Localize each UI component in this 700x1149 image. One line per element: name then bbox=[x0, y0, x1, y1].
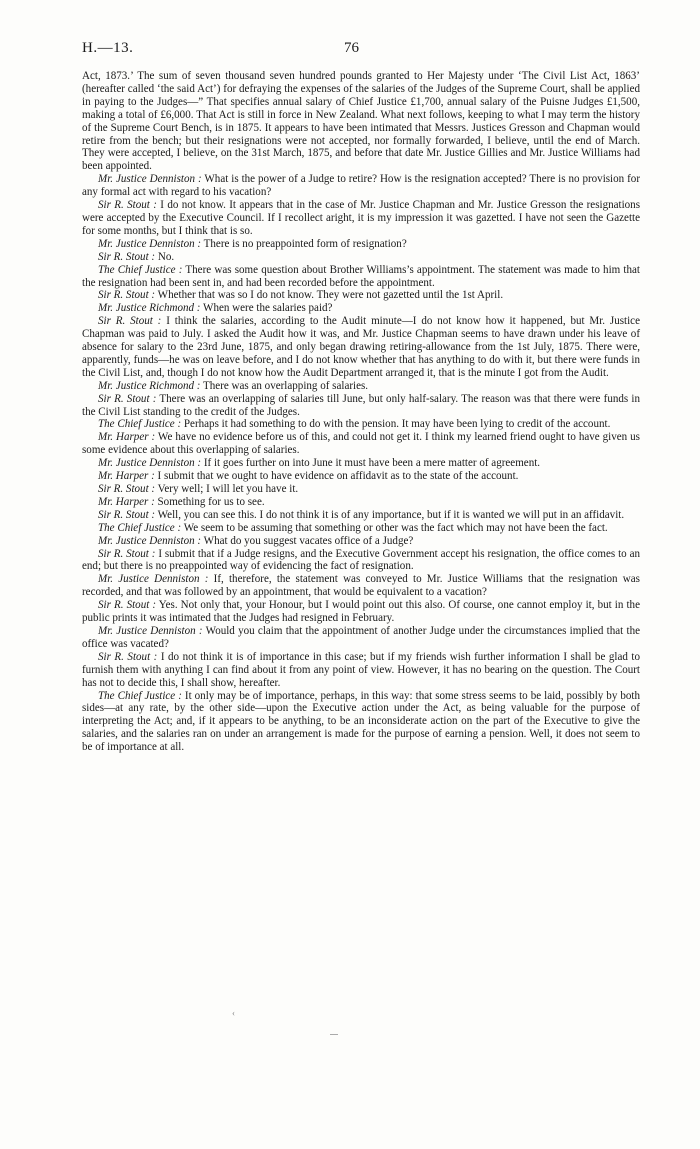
speaker-name: Sir R. Stout : bbox=[98, 483, 156, 495]
paragraph-text: Would you claim that the appointment of another Judge under the circumstances implied that the office was vacated? bbox=[82, 624, 640, 650]
paragraph-text: What is the power of a Judge to retire? How is the resignation accepted? There is no provision for any formal act with regard to his vacation? bbox=[82, 173, 640, 199]
transcript-paragraph bbox=[82, 599, 640, 625]
transcript-paragraph bbox=[82, 251, 640, 264]
transcript-paragraph bbox=[82, 625, 640, 651]
transcript-paragraph bbox=[82, 535, 640, 548]
paragraph-text: It only may be of importance, perhaps, in this way: that some stress seems to be laid, possibly by both sides—at any rate, by the other side—upon the Executive action under the Act, as being valuable for the purpose of interpreting the Act; and, if it appears to be anything, to be an inconsiderate action on the part of the Executive to give the salaries, and the salaries ran on under an arrangement is made for the purpose of earning a pension. Well, it does not seem to be of importance at all. bbox=[82, 689, 641, 754]
stray-dash bbox=[330, 1034, 338, 1035]
transcript-body bbox=[82, 70, 640, 754]
paragraph-text: Whether that was so I do not know. They were not gazetted until the 1st April. bbox=[155, 289, 504, 302]
paragraph-text: There was some question about Brother Williams’s appointment. The statement was made to him that the resignation had been sent in, and had been recorded before the appointment. bbox=[82, 263, 640, 289]
speaker-name: Sir R. Stout : bbox=[98, 650, 158, 663]
speaker-name: The Chief Justice : bbox=[98, 418, 182, 431]
transcript-paragraph bbox=[82, 431, 640, 457]
speaker-name: Mr. Justice Richmond : bbox=[98, 302, 201, 315]
transcript-paragraph bbox=[82, 393, 640, 419]
speaker-name: The Chief Justice : bbox=[98, 689, 182, 702]
speaker-name: Mr. Harper : bbox=[98, 431, 156, 444]
transcript-paragraph bbox=[82, 483, 640, 496]
transcript-paragraph bbox=[82, 690, 640, 755]
speaker-name: The Chief Justice : bbox=[98, 521, 182, 534]
speaker-name: Sir R. Stout : bbox=[98, 289, 156, 302]
speaker-name: Sir R. Stout : bbox=[98, 392, 157, 405]
paragraph-text: If, therefore, the statement was conveyed to Mr. Justice Williams that the resignation was recorded, and that was followed by an appointment, that would be equivalent to a vacation? bbox=[82, 573, 640, 599]
paragraph-text: I submit that if a Judge resigns, and the Executive Government accept his resignation, the office comes to an end; but there is no preappointed way of evidencing the fact of resignation. bbox=[82, 547, 641, 573]
transcript-paragraph bbox=[82, 509, 640, 522]
transcript-paragraph bbox=[82, 289, 640, 302]
paragraph-text: There was an overlapping of salaries. bbox=[200, 379, 369, 392]
paragraph-text: Perhaps it had something to do with the pension. It may have been lying to credit of the account. bbox=[181, 418, 611, 431]
paragraph-text: If it goes further on into June it must have been a mere matter of agreement. bbox=[201, 457, 541, 470]
document-reference: H.—13. bbox=[82, 40, 134, 56]
speaker-name: Mr. Harper : bbox=[98, 470, 155, 483]
paragraph-text: I submit that we ought to have evidence on affidavit as to the state of the account. bbox=[154, 470, 519, 483]
speaker-name: Sir R. Stout : bbox=[98, 250, 156, 263]
speaker-name: Mr. Harper : bbox=[98, 495, 155, 508]
stray-mark: ‹ bbox=[232, 1008, 235, 1018]
speaker-name: The Chief Justice : bbox=[98, 263, 183, 276]
paragraph-text: We seem to be assuming that something or other was the fact which may not have been the fact. bbox=[181, 521, 608, 534]
paragraph-text: I think the salaries, according to the Audit minute—I do not know how it happened, but Mr. Justice Chapman was paid to July. I asked the Audit how it was, and Mr. Justice Chapman seems to have drawn under his leave of absence for salary to the 23rd June, 1875, and only began drawing retiring-allowance from the 1st July, 1875. There were, apparently, funds—he was on leave before, and I do not know whether that has anything to do with it, but there were funds in the Civil List, and, though I do not know how the Audit Department arranged it, that is the minute I got from the Audit. bbox=[82, 315, 640, 379]
transcript-paragraph bbox=[82, 173, 640, 199]
paragraph-text: Very well; I will let you have it. bbox=[155, 483, 299, 495]
paragraph-text: We have no evidence before us of this, and could not get it. I think my learned friend ought to have given us some evidence about this overlapping of salaries. bbox=[82, 431, 640, 457]
speaker-name: Sir R. Stout : bbox=[98, 315, 162, 328]
speaker-name: Mr. Justice Richmond : bbox=[98, 379, 201, 392]
transcript-paragraph bbox=[82, 651, 640, 690]
speaker-name: Sir R. Stout : bbox=[98, 599, 157, 612]
paragraph-text: I do not think it is of importance in this case; but if my friends wish further information I shall be glad to furnish them with anything I can find about it from any point of view. However, it has no bearing on the question. The Court has not to decide this, I shall show, hereafter. bbox=[82, 650, 640, 689]
transcript-paragraph bbox=[82, 573, 640, 599]
transcript-paragraph bbox=[82, 238, 640, 251]
paragraph-text: I do not know. It appears that in the case of Mr. Justice Chapman and Mr. Justice Gresson the resignations were accepted by the Executive Council. If I recollect aright, it is my impression it was gazetted. I have not seen the Gazette for some months, but I think that is so. bbox=[82, 199, 641, 237]
transcript-paragraph bbox=[82, 496, 640, 509]
transcript-paragraph bbox=[82, 315, 640, 380]
paragraph-text: No. bbox=[155, 250, 175, 263]
paragraph-text: Yes. Not only that, your Honour, but I would point out this also. Of course, one cannot employ it, but in the public prints it was intimated that the Judges had resigned in February. bbox=[82, 599, 640, 625]
page-header bbox=[82, 40, 640, 62]
speaker-name: Sir R. Stout : bbox=[98, 547, 156, 560]
transcript-paragraph bbox=[82, 548, 640, 574]
speaker-name: Sir R. Stout : bbox=[98, 199, 157, 212]
speaker-name: Sir R. Stout : bbox=[98, 508, 156, 521]
page-number: 76 bbox=[344, 40, 359, 56]
transcript-paragraph bbox=[82, 264, 640, 290]
paragraph-text: What do you suggest vacates office of a Judge? bbox=[201, 534, 414, 547]
transcript-paragraph bbox=[82, 302, 640, 315]
transcript-paragraph bbox=[82, 380, 640, 393]
speaker-name: Mr. Justice Denniston : bbox=[98, 534, 202, 547]
speaker-name: Mr. Justice Denniston : bbox=[98, 173, 202, 186]
paragraph-text: There was an overlapping of salaries till June, but only half-salary. The reason was that there were funds in the Civil List standing to the credit of the Judges. bbox=[82, 392, 640, 418]
transcript-paragraph bbox=[82, 70, 640, 173]
paragraph-text: Well, you can see this. I do not think it is of any importance, but if it is wanted we will put in an affidavit. bbox=[155, 508, 625, 521]
transcript-paragraph bbox=[82, 522, 640, 535]
speaker-name: Mr. Justice Denniston : bbox=[98, 237, 202, 250]
transcript-paragraph bbox=[82, 457, 640, 470]
paragraph-text: Act, 1873.’ The sum of seven thousand seven hundred pounds granted to Her Majesty under ‘The Civil List Act, 1863’ (hereafter called ‘the said Act’) for defraying the expenses of the salaries of the Judges of the Supreme Court, shall be applied in paying to the Judges—” That specifies annual salary of Chief Justice £1,700, annual salary of the Puisne Judges £1,500, making a total of £6,000. That Act is still in force in New Zealand. What next follows, keeping to what I may term the history of the Supreme Court Bench, is in 1875. It appears to have been intimated that Messrs. Justices Gresson and Chapman would retire from the bench; but their resignations were not accepted, nor formally forwarded, I believe, until the end of March. They were accepted, I believe, on the 31st March, 1875, and before that date Mr. Justice Gillies and Mr. Justice Williams had been appointed. bbox=[82, 70, 640, 173]
paragraph-text: When were the salaries paid? bbox=[200, 302, 333, 315]
paragraph-text: There is no preappointed form of resignation? bbox=[201, 237, 407, 250]
speaker-name: Mr. Justice Denniston : bbox=[98, 573, 209, 586]
transcript-paragraph bbox=[82, 199, 640, 238]
speaker-name: Mr. Justice Denniston : bbox=[98, 624, 203, 637]
speaker-name: Mr. Justice Denniston : bbox=[98, 457, 202, 470]
paragraph-text: Something for us to see. bbox=[154, 495, 265, 508]
transcript-paragraph bbox=[82, 470, 640, 483]
transcript-paragraph bbox=[82, 418, 640, 431]
